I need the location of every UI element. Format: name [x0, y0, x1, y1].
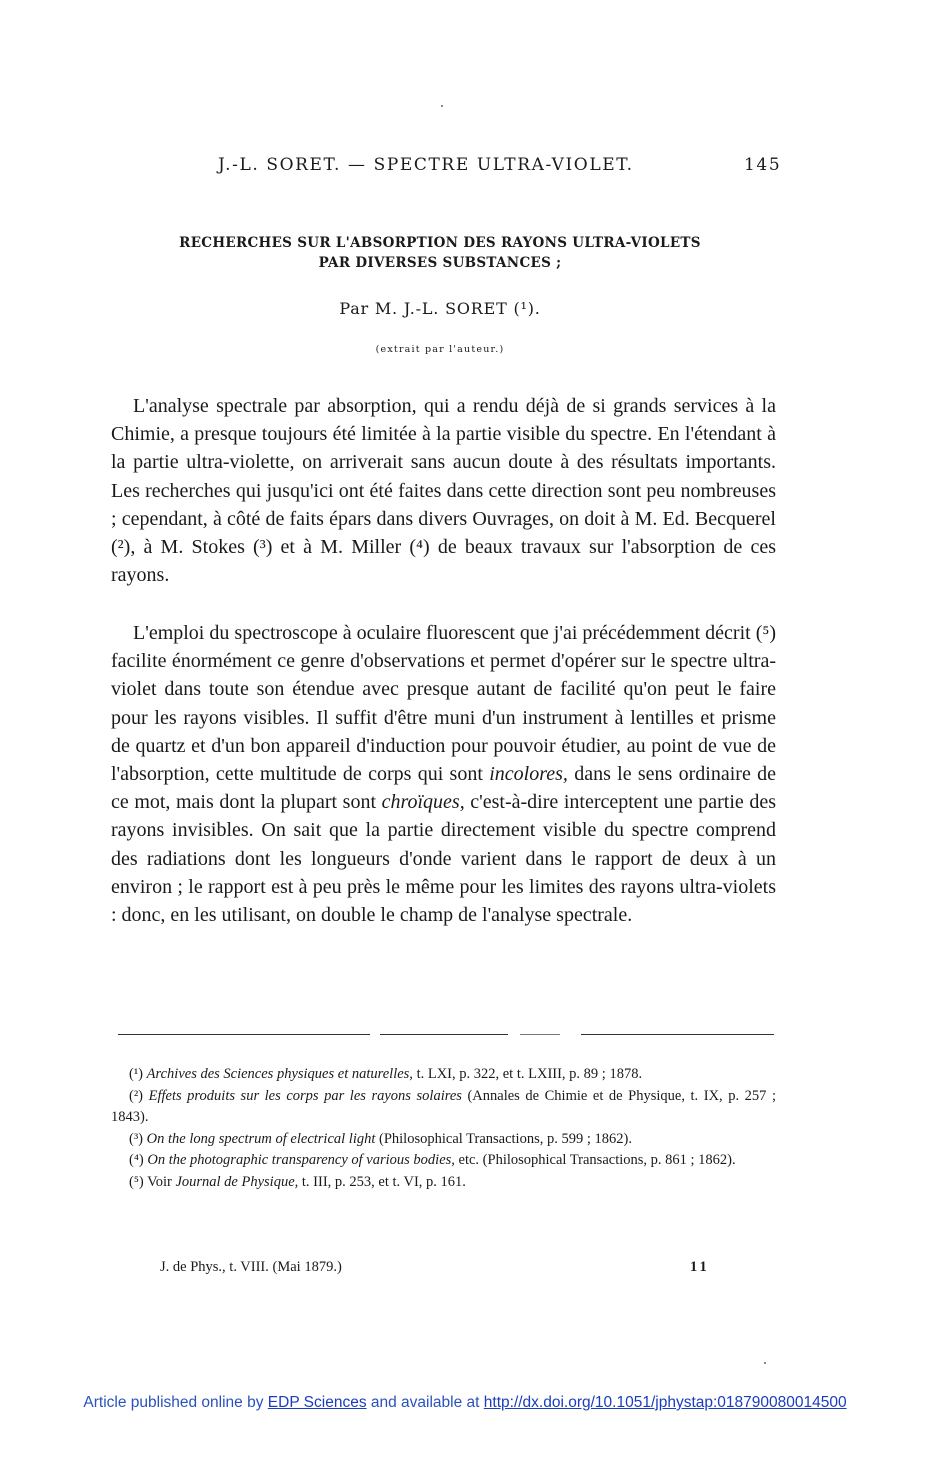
footnotes	[111, 1064, 776, 1193]
footnote-mark: (¹)	[129, 1066, 144, 1082]
doi-link[interactable]: http://dx.doi.org/10.1051/jphystap:018790080014500	[483, 1394, 847, 1411]
author-line: Par M. J.-L. SORET (¹).	[339, 299, 541, 318]
paragraph-2-chroiques: chroïques,	[381, 791, 465, 814]
footnote-ref: (Philosophical Transactions, p. 599 ; 1862).	[375, 1130, 632, 1147]
page-number: 145	[744, 155, 782, 175]
paragraph-2-text-b: dans le sens ordinaire de ce mot, mais dont la plupart sont	[111, 763, 777, 814]
footnote-mark: (⁴)	[129, 1152, 144, 1168]
footnote-separator-rule	[118, 1034, 774, 1036]
footnote-ref: (Annales de Chimie et de Physique, t. IX, p. 257 ; 1843).	[111, 1087, 777, 1125]
running-head-title: J.-L. SORET. — SPECTRE ULTRA-VIOLET.	[218, 155, 634, 175]
paragraph-2-incolores: incolores,	[489, 763, 568, 786]
publication-footer	[0, 1394, 930, 1412]
publisher-link[interactable]: EDP Sciences	[267, 1394, 367, 1411]
extract-note: (extrait par l'auteur.)	[375, 344, 505, 355]
scan-speck	[764, 1362, 766, 1364]
article-title	[140, 233, 740, 273]
body-paragraph-1: L'analyse spectrale par absorption, qui a rendu déjà de si grands services à la Chimie, a presque toujours été limitée à la partie visible du spectre. En l'étendant à la partie ultra-violette, on arriverait sans aucun doute à des résultats importants. Les recherches qui jusqu'ici ont été faites dans cette direction sont peu nombreuses ; cependant, à côté de faits épars dans divers Ouvrages, on doit à M. Ed. Becquerel (²), à M. Stokes (³) et à M. Miller (⁴) de beaux travaux sur l'absorption de ces rayons.	[111, 395, 776, 587]
article-title-line-1: RECHERCHES SUR L'ABSORPTION DES RAYONS ULTRA-VIOLETS	[179, 235, 701, 251]
footnote-mark: (²)	[129, 1087, 144, 1104]
body-paragraph-2	[111, 619, 776, 929]
footnote-title: On the photographic transparency of various bodies,	[147, 1152, 455, 1168]
footnote-title: Archives des Sciences physiques et naturelles,	[146, 1066, 413, 1082]
footnote-ref: etc. (Philosophical Transactions, p. 861 ; 1862).	[454, 1152, 736, 1168]
scan-speck	[441, 105, 443, 107]
footnote-ref: t. III, p. 253, et t. VI, p. 161.	[298, 1173, 466, 1190]
footnote-4	[111, 1150, 776, 1172]
footer-middle: and available at	[366, 1394, 484, 1411]
footnote-5	[111, 1172, 776, 1194]
footnote-prefix: Voir	[147, 1173, 176, 1190]
signature-number: 11	[690, 1259, 710, 1275]
paragraph-2-text-c: c'est-à-dire interceptent une partie des rayons invisibles. On sait que la partie directement visible du spectre comprend des radiations dont les longueurs d'onde varient dans le rapport de deux à un environ ; le rapport est à peu près le même pour les limites des rayons ultra-violets : donc, en les utilisant, on double le champ de l'analyse spectrale.	[111, 791, 776, 927]
footnote-ref: t. LXI, p. 322, et t. LXIII, p. 89 ; 1878.	[412, 1066, 643, 1082]
footnote-title: On the long spectrum of electrical light	[146, 1130, 376, 1147]
paragraph-2-text-a: L'emploi du spectroscope à oculaire fluorescent que j'ai précédemment décrit (⁵) facilite énormément ce genre d'observations et permet d'opérer sur le spectre ultra-violet dans toute son étendue avec presque autant de facilité qu'on peut le faire pour les rayons visibles. Il suffit d'être muni d'un instrument à lentilles et prisme de quartz et d'un bon appareil d'induction pour pouvoir étudier, au point de vue de l'absorption, cette multitude de corps qui sont	[111, 622, 776, 786]
footnote-3	[111, 1129, 776, 1151]
footnote-1	[111, 1064, 776, 1086]
footer-prefix: Article published online by	[83, 1394, 268, 1411]
article-title-line-2: PAR DIVERSES SUBSTANCES ;	[318, 255, 562, 271]
footnote-title: Journal de Physique,	[175, 1173, 299, 1190]
footnote-2	[111, 1086, 776, 1129]
footnote-mark: (⁵)	[129, 1173, 144, 1190]
journal-signature: J. de Phys., t. VIII. (Mai 1879.)	[160, 1259, 342, 1275]
footnote-mark: (³)	[129, 1130, 144, 1147]
footnote-title: Effets produits sur les corps par les rayons solaires	[148, 1087, 462, 1104]
